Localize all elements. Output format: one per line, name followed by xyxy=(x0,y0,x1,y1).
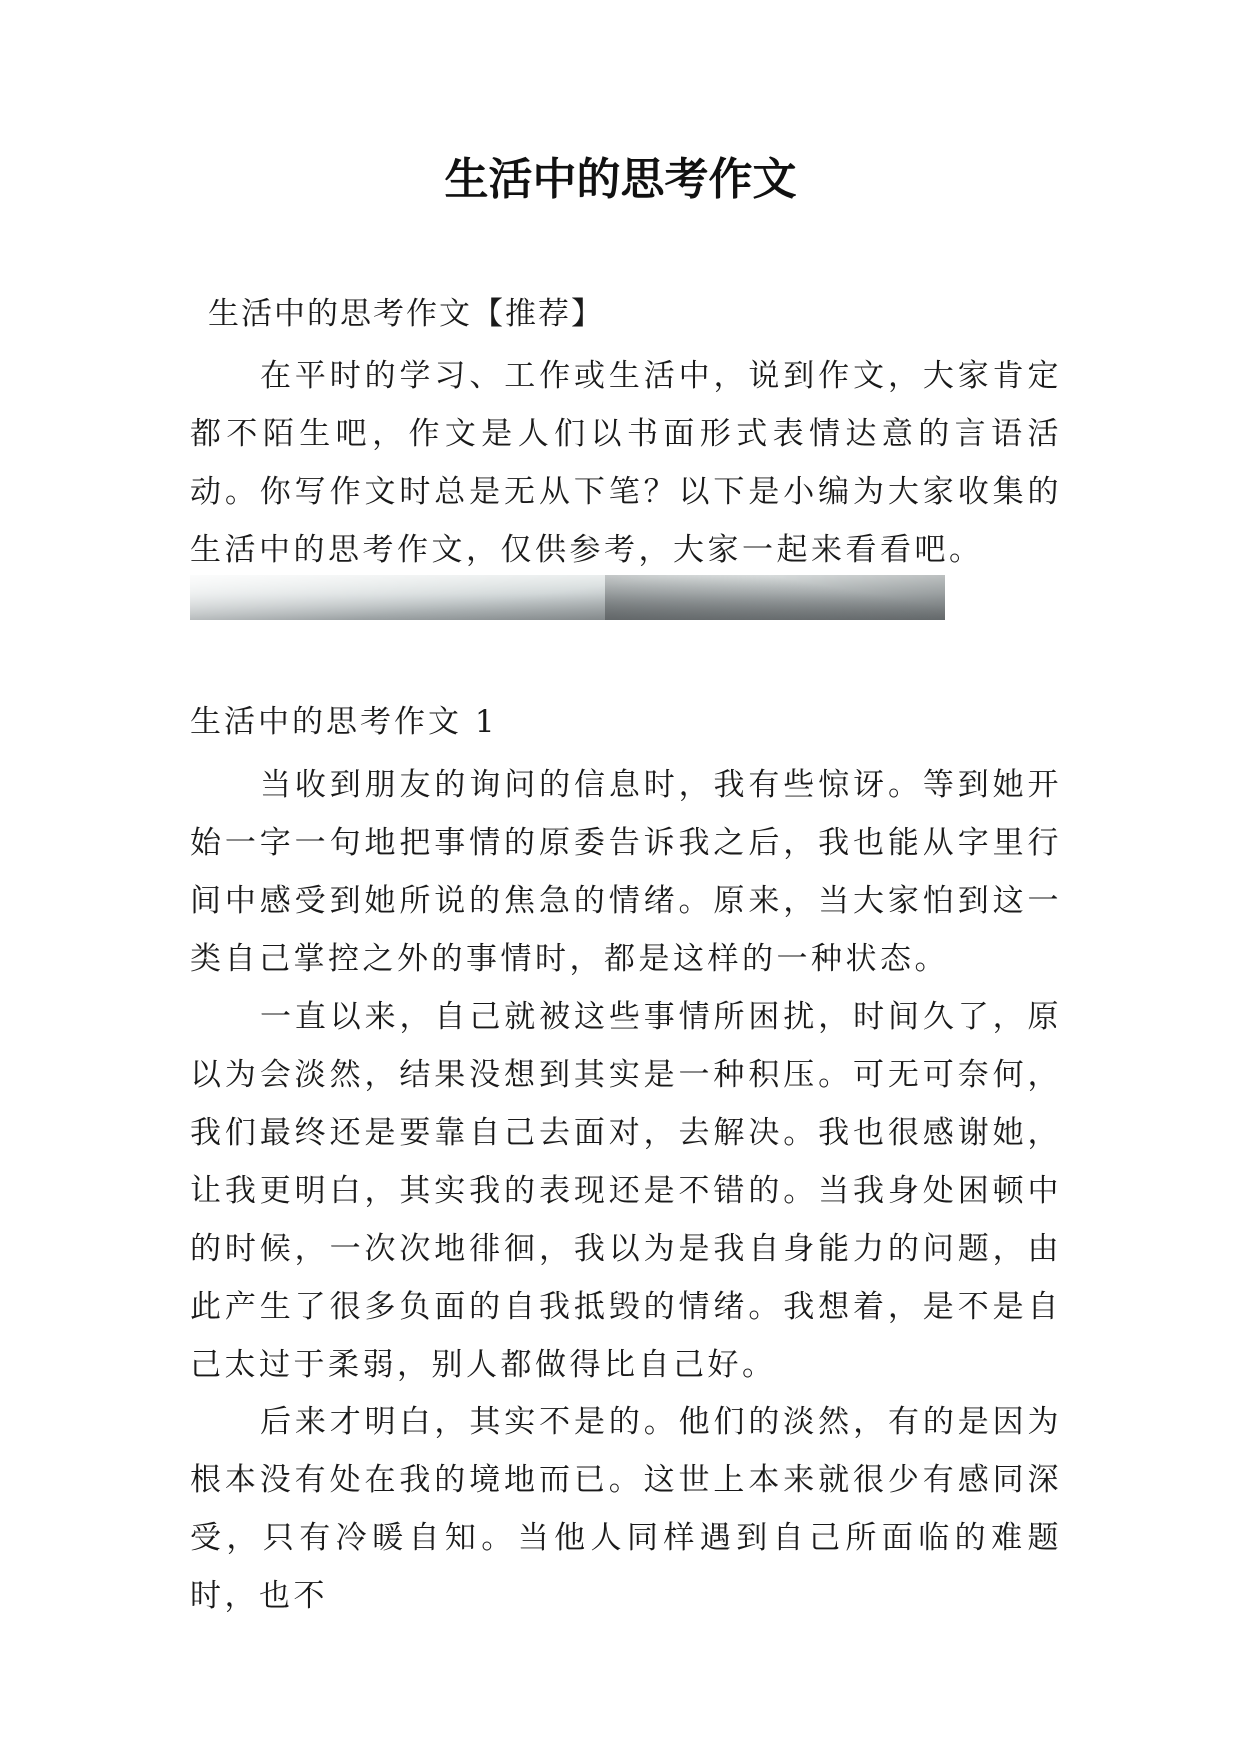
body-paragraph: 一直以来，自己就被这些事情所困扰，时间久了，原以为会淡然，结果没想到其实是一种积压。可无可奈何，我们最终还是要靠自己去面对，去解决。我也很感谢她，让我更明白，其实我的表现还是不错的。当我身处困顿中的时候，一次次地徘徊，我以为是我自身能力的问题，由此产生了很多负面的自我抵毁的情绪。我想着，是不是自己太过于柔弱，别人都做得比自己好。 xyxy=(190,999,1062,1383)
intro-paragraph: 在平时的学习、工作或生活中，说到作文，大家肯定都不陌生吧，作文是人们以书面形式表情达意的言语活动。你写作文时总是无从下笔？以下是小编为大家收集的生活中的思考作文，仅供参考，大家一起来看看吧。 xyxy=(190,358,1062,568)
document-subtitle: 生活中的思考作文【推荐】 xyxy=(208,296,604,332)
decorative-paper-image xyxy=(190,575,945,620)
body-paragraph: 当收到朋友的询问的信息时，我有些惊讶。等到她开始一字一句地把事情的原委告诉我之后，我也能从字里行间中感受到她所说的焦急的情绪。原来，当大家怕到这一类自己掌控之外的事情时，都是这样的一种状态。 xyxy=(190,767,1062,977)
body-paragraph: 后来才明白，其实不是的。他们的淡然，有的是因为根本没有处在我的境地而已。这世上本来就很少有感同深受，只有冷暖自知。当他人同样遇到自己所面临的难题时，也不 xyxy=(190,1404,1062,1614)
section-heading: 生活中的思考作文 1 xyxy=(190,704,498,740)
document-title: 生活中的思考作文 xyxy=(444,154,797,205)
